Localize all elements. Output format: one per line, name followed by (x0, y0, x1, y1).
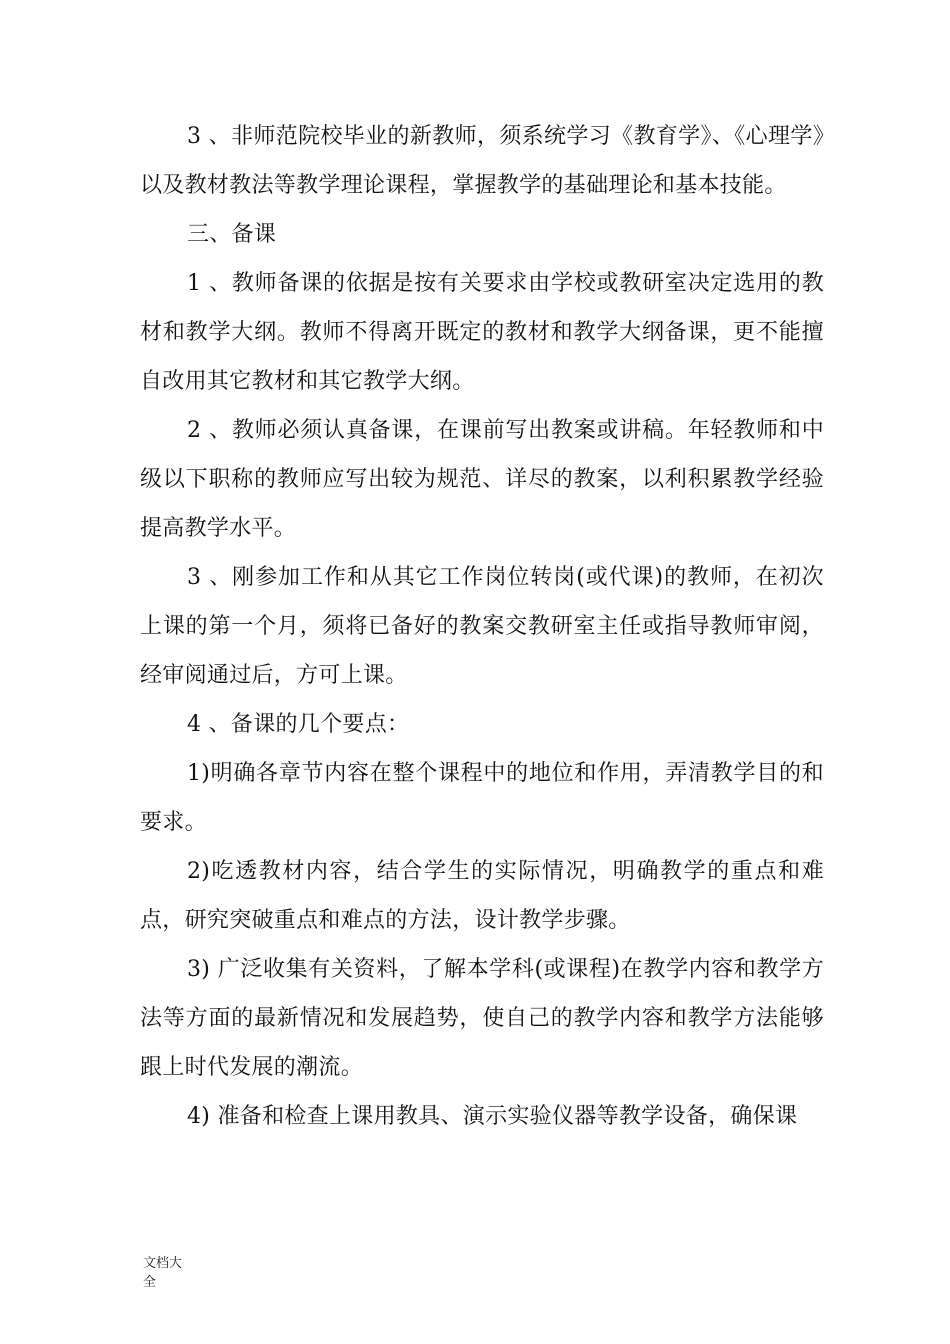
paragraph-8: 3) 广泛收集有关资料，了解本学科(或课程)在教学内容和教学方法等方面的最新情况和发展趋势，使自己的教学内容和教学方法能够跟上时代发展的潮流。 (140, 957, 824, 1080)
paragraph-4: 3 、刚参加工作和从其它工作岗位转岗(或代课)的教师，在初次上课的第一个月，须将已备好的教案交教研室主任或指导教师审阅，经审阅通过后，方可上课。 (140, 565, 824, 688)
paragraph-7: 2)吃透教材内容，结合学生的实际情况，明确教学的重点和难点，研究突破重点和难点的方法，设计教学步骤。 (140, 859, 824, 933)
paragraph-6: 1)明确各章节内容在整个课程中的地位和作用，弄清教学目的和要求。 (140, 761, 824, 835)
paragraph-5: 4 、备课的几个要点： (187, 712, 410, 737)
paragraph-1: 3 、非师范院校毕业的新教师，须系统学习《教育学》、《心理学》以及教材教法等教学理论课程，掌握教学的基础理论和基本技能。 (140, 124, 824, 198)
paragraph-3: 2 、教师必须认真备课，在课前写出教案或讲稿。年轻教师和中级以下职称的教师应写出较为规范、详尽的教案，以利积累教学经验提高教学水平。 (140, 418, 824, 541)
paragraph-9: 4) 准备和检查上课用教具、演示实验仪器等教学设备，确保课 (187, 1104, 798, 1129)
page-footer-label: 文档大全 (143, 1256, 183, 1290)
paragraph-2: 1 、教师备课的依据是按有关要求由学校或教研室决定选用的教材和教学大纲。教师不得离开既定的教材和教学大纲备课，更不能擅自改用其它教材和其它教学大纲。 (140, 271, 824, 394)
document-body (140, 112, 824, 1141)
section-heading-lesson-prep: 三、备课 (187, 222, 277, 247)
